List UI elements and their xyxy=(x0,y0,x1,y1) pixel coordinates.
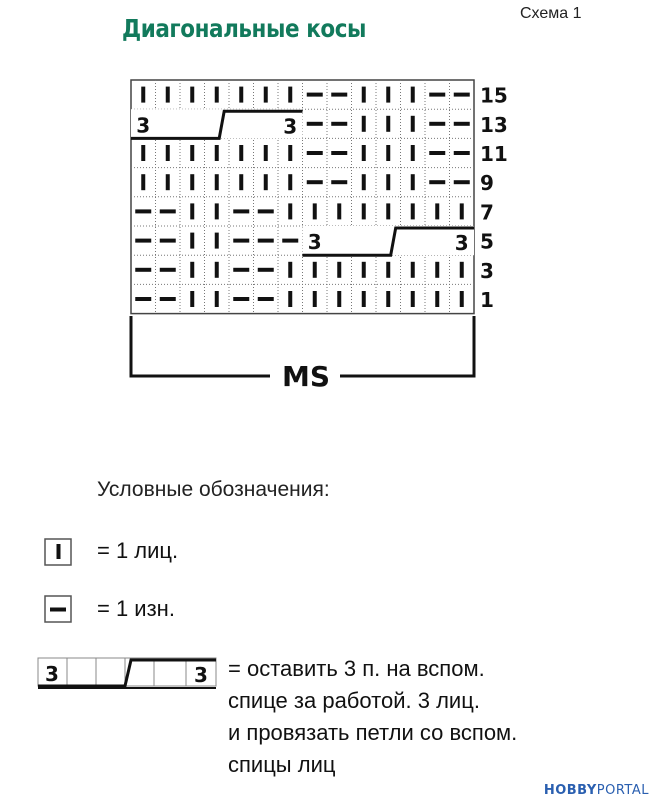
purl-stitch-mark xyxy=(331,180,347,184)
cable-left-label: 3 xyxy=(307,230,322,255)
knit-stitch-mark xyxy=(288,145,292,161)
knit-stitch-mark xyxy=(190,291,194,307)
knit-stitch-mark xyxy=(141,145,145,161)
knit-stitch-mark xyxy=(362,116,366,132)
repeat-bracket xyxy=(131,316,474,393)
knit-stitch-mark xyxy=(362,145,366,161)
knit-stitch-mark xyxy=(411,87,415,103)
knit-stitch-mark xyxy=(288,87,292,103)
row-number: 9 xyxy=(480,171,494,196)
knit-stitch-mark xyxy=(411,203,415,219)
purl-stitch-mark xyxy=(454,93,470,97)
knit-stitch-mark xyxy=(460,203,464,219)
knit-stitch-mark xyxy=(288,291,292,307)
knit-stitch-mark xyxy=(264,174,268,190)
scheme-label: Схема 1 xyxy=(520,5,582,22)
knit-stitch-mark xyxy=(215,174,219,190)
legend-cable-text-line-3: и провязать петли со вспом. xyxy=(228,720,518,745)
knit-stitch-mark xyxy=(190,145,194,161)
knit-stitch-mark xyxy=(362,174,366,190)
knit-stitch-mark xyxy=(386,87,390,103)
knit-stitch-mark xyxy=(215,203,219,219)
knit-stitch-mark xyxy=(239,145,243,161)
knit-stitch-mark xyxy=(190,262,194,278)
row-number: 1 xyxy=(480,288,494,312)
knit-stitch-mark xyxy=(337,203,341,219)
purl-stitch-mark xyxy=(160,209,176,213)
purl-stitch-mark xyxy=(135,268,151,272)
knit-stitch-mark xyxy=(264,87,268,103)
knit-stitch-mark xyxy=(362,262,366,278)
knit-stitch-mark xyxy=(141,174,145,190)
purl-stitch-mark xyxy=(307,180,323,184)
knit-stitch-mark xyxy=(215,233,219,249)
knit-stitch-mark xyxy=(215,262,219,278)
cable-right-label: 3 xyxy=(454,231,469,256)
purl-stitch-mark xyxy=(135,239,151,243)
cable-right-label: 3 xyxy=(283,114,298,139)
purl-stitch-mark xyxy=(160,297,176,301)
knit-stitch-mark xyxy=(215,291,219,307)
knit-stitch-mark xyxy=(460,262,464,278)
purl-stitch-mark xyxy=(135,297,151,301)
row-number: 3 xyxy=(480,258,494,283)
purl-stitch-mark xyxy=(331,93,347,97)
purl-stitch-mark xyxy=(258,239,274,243)
legend-knit-text: = 1 лиц. xyxy=(97,538,179,563)
purl-stitch-mark xyxy=(233,268,249,272)
knit-stitch-mark xyxy=(386,145,390,161)
knit-stitch-mark xyxy=(362,291,366,307)
purl-stitch-mark xyxy=(258,297,274,301)
knit-stitch-mark xyxy=(411,262,415,278)
row-number: 15 xyxy=(480,83,508,108)
knit-stitch-mark xyxy=(313,262,317,278)
knit-stitch-mark xyxy=(386,262,390,278)
knit-stitch-mark xyxy=(288,174,292,190)
knit-stitch-mark xyxy=(411,116,415,132)
purl-stitch-mark xyxy=(429,180,445,184)
knit-stitch-mark xyxy=(460,291,464,307)
purl-stitch-mark xyxy=(135,209,151,213)
purl-stitch-mark xyxy=(258,268,274,272)
knit-stitch-mark xyxy=(435,203,439,219)
knit-stitch-mark xyxy=(362,87,366,103)
row-number: 13 xyxy=(480,112,508,137)
purl-stitch-mark xyxy=(233,297,249,301)
knit-stitch-mark xyxy=(166,145,170,161)
knit-stitch-mark xyxy=(435,291,439,307)
knit-stitch-mark xyxy=(386,203,390,219)
cable-left-label: 3 xyxy=(136,113,151,138)
knit-stitch-mark xyxy=(386,174,390,190)
knit-stitch-mark xyxy=(411,291,415,307)
knit-stitch-mark xyxy=(313,203,317,219)
knit-stitch-mark xyxy=(190,174,194,190)
knit-stitch-mark xyxy=(337,262,341,278)
purl-stitch-mark xyxy=(282,239,298,243)
repeat-label: MS xyxy=(281,360,331,393)
knit-stitch-mark xyxy=(190,203,194,219)
purl-stitch-mark xyxy=(307,151,323,155)
purl-stitch-mark xyxy=(429,151,445,155)
legend-knit-symbol xyxy=(40,535,80,569)
purl-stitch-mark xyxy=(233,239,249,243)
knit-stitch-mark xyxy=(141,87,145,103)
cable-cell-block xyxy=(131,109,303,138)
legend-cable-right-label: 3 xyxy=(194,663,208,687)
legend-cable-symbol xyxy=(36,654,222,690)
purl-stitch-mark xyxy=(454,151,470,155)
purl-stitch-mark xyxy=(160,268,176,272)
chart-row-numbers xyxy=(480,84,508,312)
knit-stitch-mark xyxy=(288,262,292,278)
knit-stitch-mark xyxy=(386,291,390,307)
row-number: 5 xyxy=(480,229,494,254)
legend-cable-text-line-1: = оставить 3 п. на вспом. xyxy=(228,656,485,681)
purl-stitch-mark xyxy=(307,122,323,126)
knit-stitch-mark xyxy=(337,291,341,307)
legend-cable-text-line-4: спицы лиц xyxy=(228,752,336,777)
knit-stitch-mark xyxy=(190,87,194,103)
legend-cable-left-label: 3 xyxy=(45,662,59,686)
purl-stitch-mark xyxy=(331,122,347,126)
purl-stitch-mark xyxy=(307,93,323,97)
legend-purl-text: = 1 изн. xyxy=(97,596,175,621)
knit-stitch-mark xyxy=(313,291,317,307)
legend-title: Условные обозначения: xyxy=(97,478,330,501)
cable-cell-block xyxy=(303,226,475,255)
knit-stitch-mark xyxy=(239,87,243,103)
purl-stitch-mark xyxy=(331,151,347,155)
knit-stitch-mark xyxy=(411,145,415,161)
knit-stitch-mark xyxy=(264,145,268,161)
knit-stitch-mark xyxy=(215,145,219,161)
legend-cable-text-line-2: спице за работой. 3 лиц. xyxy=(228,688,480,713)
knit-stitch-mark xyxy=(288,203,292,219)
row-number: 7 xyxy=(480,200,494,225)
watermark-logo: HOBBYPORTAL xyxy=(543,783,649,798)
knit-stitch-mark xyxy=(166,174,170,190)
purl-stitch-mark xyxy=(160,239,176,243)
knit-stitch-mark xyxy=(435,262,439,278)
row-number: 11 xyxy=(480,142,508,166)
knit-stitch-mark xyxy=(239,174,243,190)
legend-purl-symbol xyxy=(40,592,80,626)
purl-stitch-mark xyxy=(429,93,445,97)
knit-stitch-mark xyxy=(411,174,415,190)
purl-stitch-mark xyxy=(429,122,445,126)
purl-stitch-mark xyxy=(454,122,470,126)
knit-stitch-mark xyxy=(386,116,390,132)
knit-stitch-mark xyxy=(215,87,219,103)
purl-stitch-mark xyxy=(258,209,274,213)
knit-stitch-mark xyxy=(190,233,194,249)
knit-stitch-mark xyxy=(362,203,366,219)
purl-stitch-mark xyxy=(454,180,470,184)
knit-stitch-mark xyxy=(166,87,170,103)
chart-title: Диагональные косы xyxy=(122,14,367,43)
purl-stitch-mark xyxy=(233,209,249,213)
